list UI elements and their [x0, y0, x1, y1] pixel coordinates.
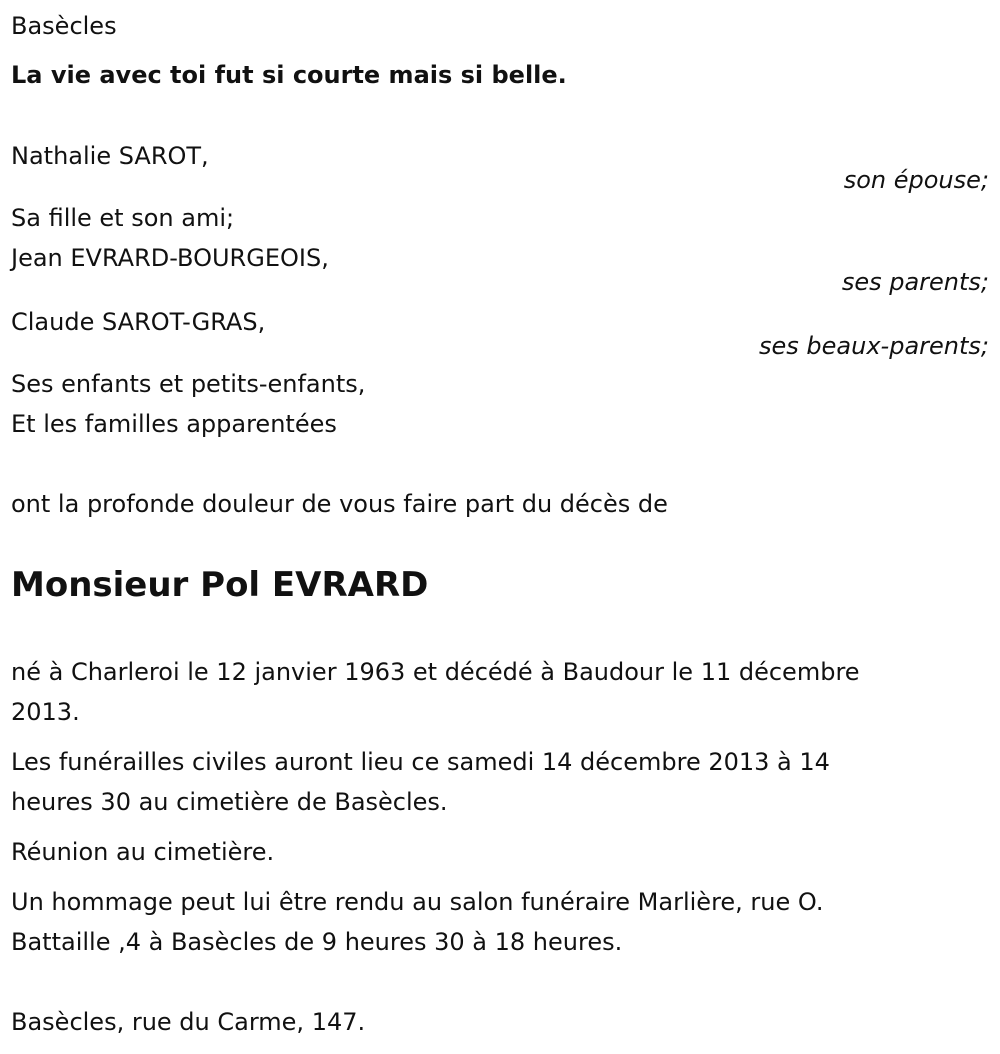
funeral-line-2: heures 30 au cimetière de Basècles. [11, 788, 448, 816]
meeting-line: Réunion au cimetière. [11, 838, 275, 866]
families-line: Et les familles apparentées [11, 410, 337, 438]
birth-death-line-2: 2013. [11, 698, 80, 726]
funeral-line-1: Les funérailles civiles auront lieu ce samedi 14 décembre 2013 à 14 [11, 748, 830, 776]
place-header: Basècles [11, 12, 117, 40]
parents-role: ses parents; [841, 268, 989, 296]
spouse-name: Nathalie SAROT, [11, 142, 209, 170]
tribute-line-1: Un hommage peut lui être rendu au salon funéraire Marlière, rue O. [11, 888, 824, 916]
deceased-name: Monsieur Pol EVRARD [11, 565, 429, 605]
parents-name: Jean EVRARD-BOURGEOIS, [11, 244, 329, 272]
spouse-role: son épouse; [843, 166, 989, 194]
inlaws-name: Claude SAROT-GRAS, [11, 308, 266, 336]
motto: La vie avec toi fut si courte mais si belle. [11, 61, 567, 89]
inlaws-role: ses beaux-parents; [759, 332, 989, 360]
children-line: Ses enfants et petits-enfants, [11, 370, 366, 398]
birth-death-line-1: né à Charleroi le 12 janvier 1963 et décédé à Baudour le 11 décembre [11, 658, 860, 686]
announcement: ont la profonde douleur de vous faire part du décès de [11, 490, 668, 518]
tribute-line-2: Battaille ,4 à Basècles de 9 heures 30 à 18 heures. [11, 928, 623, 956]
daughter-line: Sa fille et son ami; [11, 204, 235, 232]
address: Basècles, rue du Carme, 147. [11, 1008, 366, 1036]
